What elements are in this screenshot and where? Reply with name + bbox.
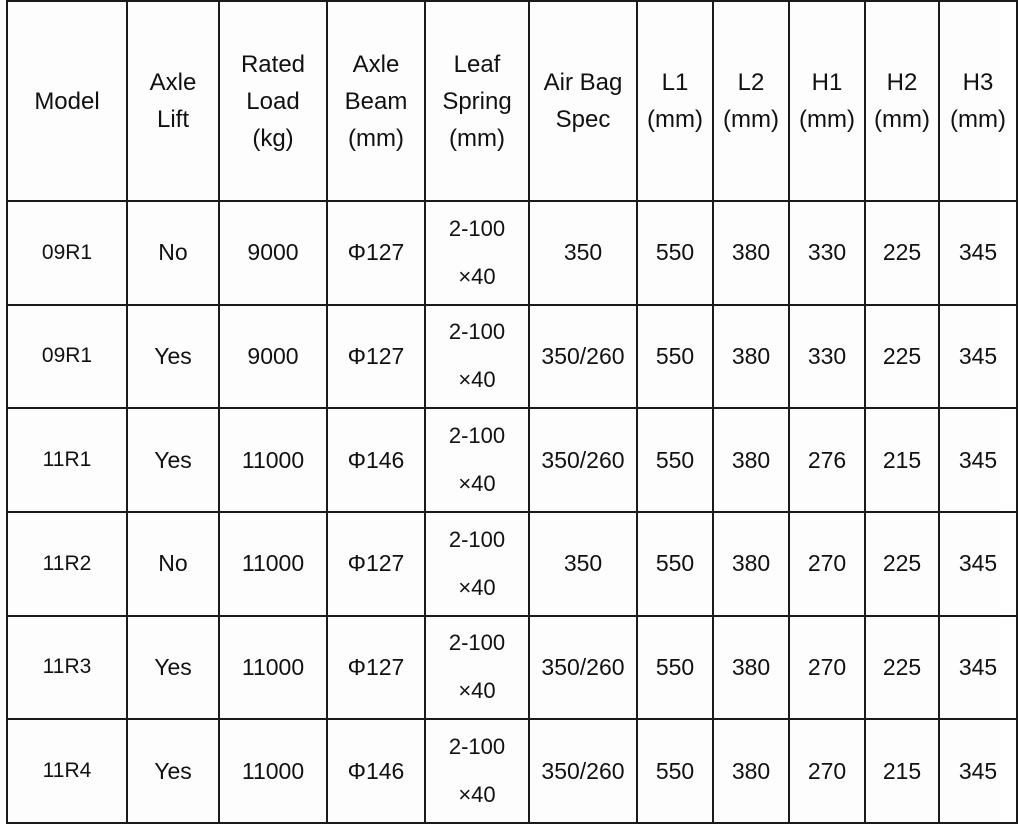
cell-leaf-spring-line: 2-100 (448, 423, 506, 449)
cell-h3: 345 (939, 512, 1017, 616)
cell-l2: 380 (713, 616, 789, 720)
cell-l2: 380 (713, 512, 789, 616)
header-model: Model (7, 1, 127, 201)
cell-air-bag-spec: 350 (529, 201, 637, 305)
cell-axle-lift: Yes (127, 616, 219, 720)
cell-axle-lift: Yes (127, 305, 219, 409)
cell-h3: 345 (939, 201, 1017, 305)
cell-leaf-spring-line: 2-100 (448, 630, 506, 656)
cell-air-bag-spec: 350/260 (529, 616, 637, 720)
table-row (7, 305, 1017, 409)
cell-leaf-spring-line: ×40 (458, 471, 496, 497)
cell-leaf-spring (425, 305, 529, 409)
cell-l1: 550 (637, 305, 713, 409)
cell-h1: 270 (789, 719, 865, 823)
cell-h2: 225 (865, 616, 939, 720)
cell-h3: 345 (939, 408, 1017, 512)
header-axle-beam: Axle Beam (mm) (327, 1, 425, 201)
cell-h3: 345 (939, 616, 1017, 720)
header-axle-lift: Axle Lift (127, 1, 219, 201)
table-body (7, 201, 1017, 823)
cell-h2: 215 (865, 719, 939, 823)
spec-table (6, 0, 1018, 824)
cell-leaf-spring-line: 2-100 (448, 319, 506, 345)
cell-leaf-spring-line: 2-100 (448, 734, 506, 760)
cell-h2: 225 (865, 305, 939, 409)
cell-axle-beam: Φ127 (327, 512, 425, 616)
table-row (7, 512, 1017, 616)
cell-h1: 270 (789, 512, 865, 616)
cell-axle-beam: Φ146 (327, 719, 425, 823)
cell-leaf-spring-line: ×40 (458, 263, 496, 289)
cell-h3: 345 (939, 305, 1017, 409)
cell-h2: 225 (865, 201, 939, 305)
cell-h1: 330 (789, 305, 865, 409)
cell-model: 11R2 (7, 512, 127, 616)
header-row (7, 1, 1017, 201)
cell-axle-beam: Φ146 (327, 408, 425, 512)
header-leaf-spring: Leaf Spring (mm) (425, 1, 529, 201)
cell-leaf-spring (425, 512, 529, 616)
cell-l1: 550 (637, 512, 713, 616)
cell-model: 11R1 (7, 408, 127, 512)
cell-rated-load: 11000 (219, 408, 327, 512)
cell-air-bag-spec: 350/260 (529, 719, 637, 823)
cell-h2: 225 (865, 512, 939, 616)
cell-rated-load: 9000 (219, 305, 327, 409)
cell-model: 09R1 (7, 305, 127, 409)
header-h1: H1 (mm) (789, 1, 865, 201)
header-l1: L1 (mm) (637, 1, 713, 201)
header-air-bag-spec: Air Bag Spec (529, 1, 637, 201)
cell-l1: 550 (637, 616, 713, 720)
cell-leaf-spring-line: 2-100 (448, 215, 506, 241)
cell-axle-beam: Φ127 (327, 201, 425, 305)
header-rated-load: Rated Load (kg) (219, 1, 327, 201)
cell-leaf-spring (425, 408, 529, 512)
cell-rated-load: 9000 (219, 201, 327, 305)
header-h3: H3 (mm) (939, 1, 1017, 201)
cell-h1: 276 (789, 408, 865, 512)
cell-leaf-spring-line: 2-100 (448, 526, 506, 552)
cell-l1: 550 (637, 408, 713, 512)
header-l2: L2 (mm) (713, 1, 789, 201)
cell-air-bag-spec: 350/260 (529, 305, 637, 409)
cell-model: 11R3 (7, 616, 127, 720)
cell-air-bag-spec: 350/260 (529, 408, 637, 512)
cell-h3: 345 (939, 719, 1017, 823)
cell-model: 09R1 (7, 201, 127, 305)
cell-h1: 330 (789, 201, 865, 305)
cell-h2: 215 (865, 408, 939, 512)
cell-l1: 550 (637, 719, 713, 823)
cell-l2: 380 (713, 408, 789, 512)
table-row (7, 408, 1017, 512)
cell-axle-lift: No (127, 512, 219, 616)
table-row (7, 616, 1017, 720)
cell-axle-lift: Yes (127, 408, 219, 512)
cell-air-bag-spec: 350 (529, 512, 637, 616)
cell-l2: 380 (713, 305, 789, 409)
cell-leaf-spring (425, 616, 529, 720)
cell-axle-lift: Yes (127, 719, 219, 823)
cell-h1: 270 (789, 616, 865, 720)
table-row (7, 201, 1017, 305)
cell-rated-load: 11000 (219, 512, 327, 616)
cell-l2: 380 (713, 201, 789, 305)
cell-leaf-spring-line: ×40 (458, 782, 496, 808)
cell-rated-load: 11000 (219, 719, 327, 823)
cell-l1: 550 (637, 201, 713, 305)
header-h2: H2 (mm) (865, 1, 939, 201)
cell-model: 11R4 (7, 719, 127, 823)
cell-leaf-spring-line: ×40 (458, 678, 496, 704)
cell-rated-load: 11000 (219, 616, 327, 720)
cell-leaf-spring-line: ×40 (458, 367, 496, 393)
cell-leaf-spring-line: ×40 (458, 574, 496, 600)
cell-axle-beam: Φ127 (327, 305, 425, 409)
cell-axle-beam: Φ127 (327, 616, 425, 720)
cell-axle-lift: No (127, 201, 219, 305)
table-header (7, 1, 1017, 201)
table-row (7, 719, 1017, 823)
cell-leaf-spring (425, 719, 529, 823)
cell-l2: 380 (713, 719, 789, 823)
cell-leaf-spring (425, 201, 529, 305)
